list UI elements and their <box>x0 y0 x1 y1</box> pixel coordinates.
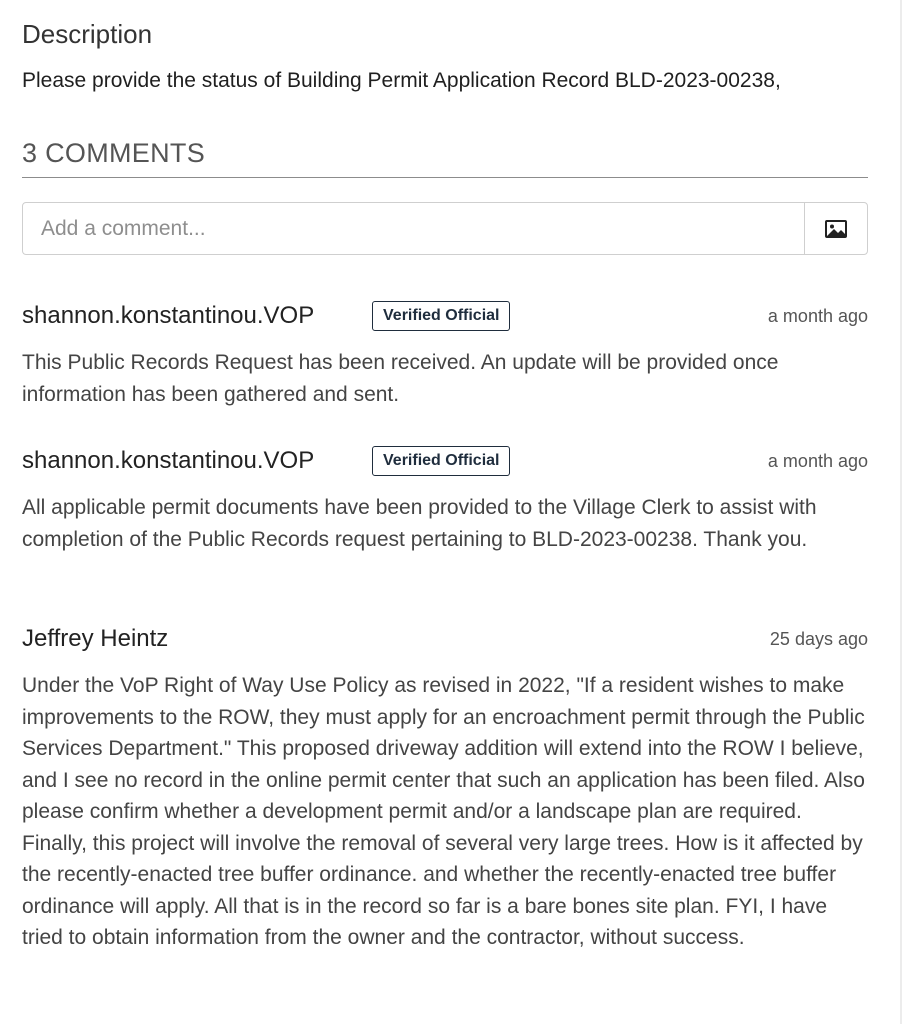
comment-timestamp: a month ago <box>767 451 868 471</box>
comment-header <box>22 622 868 658</box>
comments-count-heading: 3 COMMENTS <box>22 138 206 168</box>
comment-item <box>22 299 868 410</box>
comment-item <box>22 444 868 555</box>
comment-input[interactable] <box>23 203 804 254</box>
comment-body: This Public Records Request has been received. An update will be provided once information has been gathered and sent. <box>22 351 779 406</box>
verified-official-badge: Verified Official <box>372 301 510 331</box>
comment-author[interactable]: shannon.konstantinou.VOP <box>22 447 315 474</box>
comment-composer <box>22 202 868 255</box>
comment-timestamp: 25 days ago <box>769 629 868 649</box>
description-heading: Description <box>22 19 153 49</box>
verified-official-badge: Verified Official <box>372 446 510 476</box>
description-text: Please provide the status of Building Permit Application Record BLD-2023-00238, <box>22 69 781 92</box>
comment-timestamp: a month ago <box>767 306 868 326</box>
comment-header <box>22 444 868 480</box>
comment-body: Under the VoP Right of Way Use Policy as revised in 2022, "If a resident wishes to make improvements to the ROW, they must apply for an encroachment permit through the Public Services Department." This proposed driveway addition will extend into the ROW I believe, and I see no record in the online permit center that such an application has been filed. Also please confirm whether a development permit and/or a landscape plan are required. Finally, this project will involve the removal of several very large trees. How is it affected by the recently-enacted tree buffer ordinance. and whether the recently-enacted tree buffer ordinance will apply. All that is in the record so far is a bare bones site plan. FYI, I have tried to obtain information from the owner and the contractor, without success. <box>22 674 865 949</box>
comment-author[interactable]: shannon.konstantinou.VOP <box>22 302 315 329</box>
comment-author[interactable]: Jeffrey Heintz <box>22 625 169 652</box>
image-icon <box>825 220 847 238</box>
comment-body: All applicable permit documents have been provided to the Village Clerk to assist with completion of the Public Records request pertaining to BLD-2023-00238. Thank you. <box>22 496 817 551</box>
comments-divider <box>22 177 868 178</box>
comment-header <box>22 299 868 335</box>
attach-image-button[interactable] <box>804 203 867 254</box>
comment-item <box>22 622 868 954</box>
